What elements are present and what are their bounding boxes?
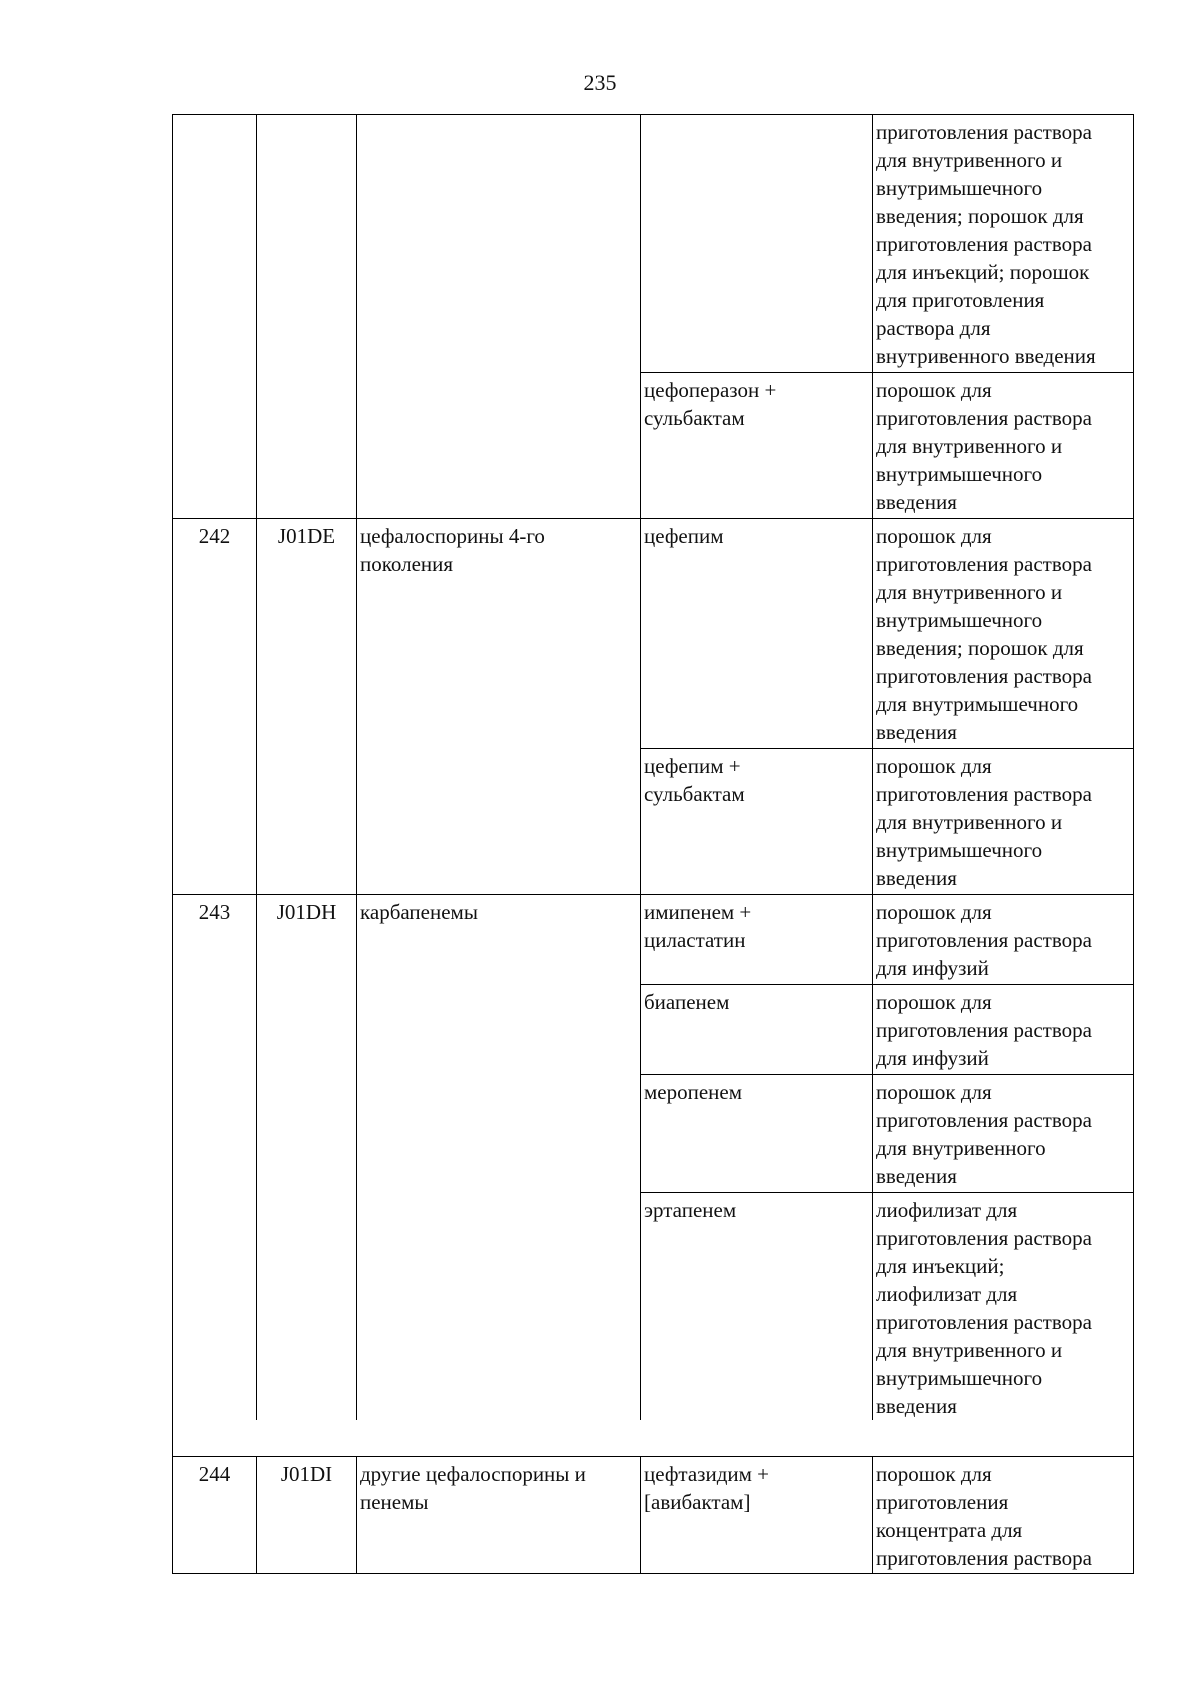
- group-name-cell: другие цефалоспорины и пенемы: [360, 1462, 586, 1514]
- group-name-cell: цефалоспорины 4-го поколения: [360, 524, 545, 576]
- table-border-top: [172, 114, 1134, 115]
- column-divider: [172, 114, 173, 1420]
- row-number-cell: 244: [198, 1462, 231, 1486]
- column-divider: [872, 1456, 873, 1574]
- drug-name-cell: цефепим: [644, 524, 724, 548]
- row-divider: [172, 518, 1134, 519]
- group-name-cell: карбапенемы: [360, 900, 478, 924]
- table-border-top: [172, 1456, 1134, 1457]
- column-divider: [172, 1420, 173, 1574]
- dosage-form-cell: порошок для приготовления раствора для внутривенного и внутримышечного введения: [876, 378, 1092, 514]
- row-number-cell: 243: [198, 900, 231, 924]
- row-divider: [640, 748, 1134, 749]
- column-divider: [872, 114, 873, 1420]
- drug-name-cell: цефепим + сульбактам: [644, 754, 745, 806]
- row-divider: [640, 1074, 1134, 1075]
- dosage-form-cell: порошок для приготовления раствора для внутривенного и внутримышечного введения; порошок для приготовления раствора для внутримышечного введения: [876, 524, 1092, 744]
- page-number: 235: [583, 70, 617, 95]
- row-divider: [640, 372, 1134, 373]
- row-divider: [640, 984, 1134, 985]
- table-border-right: [1133, 1456, 1134, 1574]
- drug-name-cell: меропенем: [644, 1080, 743, 1104]
- column-divider: [256, 114, 257, 1420]
- dosage-form-cell: порошок для приготовления раствора для внутривенного и внутримышечного введения: [876, 754, 1092, 890]
- column-divider: [640, 114, 641, 1420]
- row-number-cell: 242: [198, 524, 231, 548]
- dosage-form-cell: лиофилизат для приготовления раствора для инъекций; лиофилизат для приготовления раствора для внутривенного и внутримышечного введения: [876, 1198, 1092, 1418]
- drug-name-cell: биапенем: [644, 990, 730, 1014]
- row-divider: [640, 1192, 1134, 1193]
- drug-name-cell: имипенем + циластатин: [644, 900, 752, 952]
- dosage-form-cell: порошок для приготовления раствора для инфузий: [876, 990, 1092, 1070]
- dosage-form-cell: порошок для приготовления раствора для инфузий: [876, 900, 1092, 980]
- atc-code-cell: J01DH: [276, 900, 337, 924]
- table-border-bottom: [172, 1573, 1134, 1574]
- atc-code-cell: J01DI: [280, 1462, 333, 1486]
- drug-name-cell: цефтазидим + [авибактам]: [644, 1462, 770, 1514]
- dosage-form-cell: порошок для приготовления концентрата для приготовления раствора: [876, 1462, 1092, 1570]
- table-border-right: [1133, 114, 1134, 1457]
- dosage-form-cell: приготовления раствора для внутривенного и внутримышечного введения; порошок для приготовления раствора для инъекций; порошок для приготовления раствора для внутривенного введения: [876, 120, 1096, 368]
- dosage-form-cell: порошок для приготовления раствора для внутривенного введения: [876, 1080, 1092, 1188]
- drug-name-cell: эртапенем: [644, 1198, 737, 1222]
- atc-code-cell: J01DE: [277, 524, 336, 548]
- column-divider: [640, 1456, 641, 1574]
- row-divider: [172, 894, 1134, 895]
- column-divider: [356, 114, 357, 1420]
- column-divider: [356, 1456, 357, 1574]
- drug-name-cell: цефоперазон + сульбактам: [644, 378, 777, 430]
